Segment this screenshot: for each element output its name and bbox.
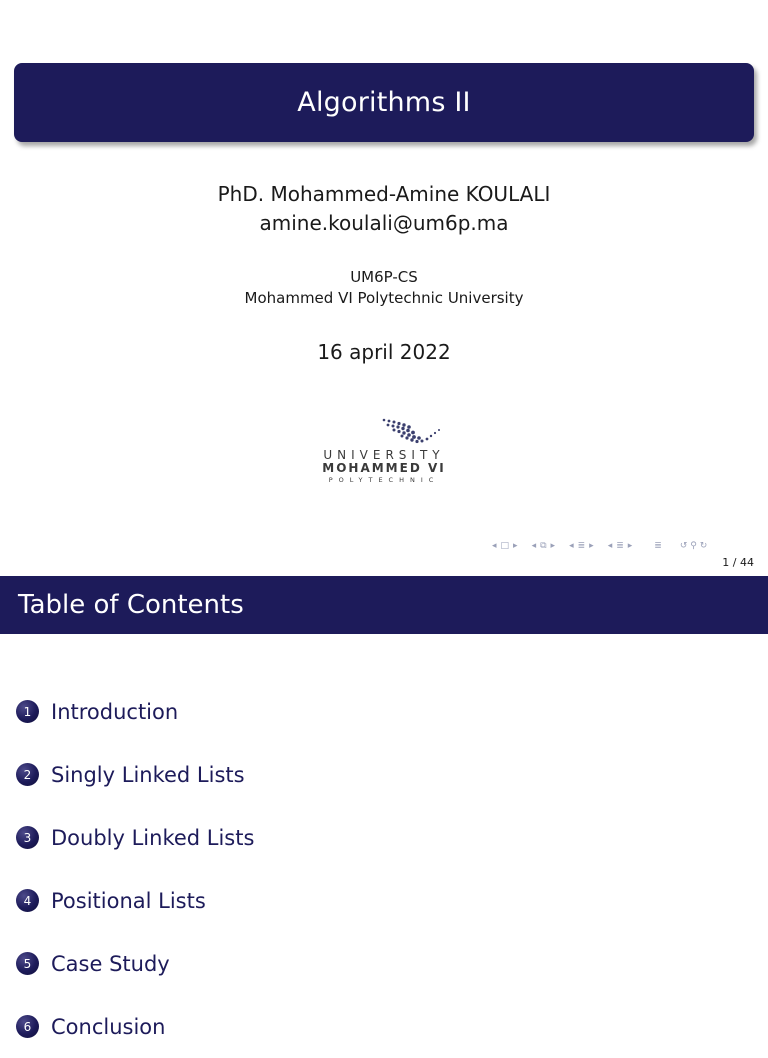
toc-item-label[interactable]: Doubly Linked Lists bbox=[51, 825, 255, 850]
logo-line-university: UNIVERSITY bbox=[323, 448, 445, 462]
presentation-title: Algorithms II bbox=[297, 87, 471, 118]
toc-item-label[interactable]: Introduction bbox=[51, 699, 179, 724]
toc-item[interactable] bbox=[16, 932, 254, 995]
toc-number-bullet: 1 bbox=[16, 700, 39, 723]
toc-item-label[interactable]: Case Study bbox=[51, 951, 170, 976]
university-logo bbox=[318, 416, 450, 486]
frame-title-bar bbox=[0, 576, 768, 634]
nav-next-icon[interactable]: ▸ bbox=[513, 541, 518, 551]
page-number: 1 / 44 bbox=[722, 556, 754, 569]
toc-number-bullet: 6 bbox=[16, 1015, 39, 1038]
nav-section-icon[interactable]: ≣ bbox=[577, 541, 586, 551]
institute-short: UM6P-CS bbox=[350, 268, 418, 286]
nav-frame-icon[interactable]: □ bbox=[500, 541, 510, 551]
toc-item-label[interactable]: Positional Lists bbox=[51, 888, 206, 913]
nav-prev-icon[interactable]: ◂ bbox=[492, 541, 497, 551]
toc-list bbox=[16, 680, 254, 1058]
toc-item[interactable] bbox=[16, 806, 254, 869]
nav-subsection-icon[interactable]: ⧉ bbox=[540, 541, 547, 551]
toc-item[interactable] bbox=[16, 680, 254, 743]
author-email: amine.koulali@um6p.ma bbox=[259, 211, 509, 235]
toc-number-bullet: 3 bbox=[16, 826, 39, 849]
toc-item[interactable] bbox=[16, 869, 254, 932]
nav-menu-icon[interactable]: ≣ bbox=[654, 541, 662, 551]
toc-slide bbox=[0, 576, 768, 1039]
toc-number-bullet: 4 bbox=[16, 889, 39, 912]
nav-search-icon[interactable]: ↺ ⚲ ↻ bbox=[679, 541, 708, 551]
institute-full: Mohammed VI Polytechnic University bbox=[244, 289, 524, 307]
logo-line-polytechnic: POLYTECHNIC bbox=[328, 476, 440, 484]
nav-prev-icon[interactable]: ◂ bbox=[569, 541, 574, 551]
nav-next-icon[interactable]: ▸ bbox=[550, 541, 556, 551]
beamer-navigation bbox=[492, 539, 762, 553]
nav-prev-icon[interactable]: ◂ bbox=[607, 541, 613, 551]
nav-next-icon[interactable]: ▸ bbox=[627, 541, 633, 551]
logo-line-mohammed: MOHAMMED VI bbox=[322, 461, 446, 475]
toc-item-label[interactable]: Conclusion bbox=[51, 1014, 166, 1039]
nav-next-icon[interactable]: ▸ bbox=[589, 541, 594, 551]
toc-item-label[interactable]: Singly Linked Lists bbox=[51, 762, 245, 787]
nav-prev-icon[interactable]: ◂ bbox=[531, 541, 537, 551]
nav-section-icon[interactable]: ≣ bbox=[616, 541, 624, 551]
title-box bbox=[14, 63, 754, 142]
frame-title: Table of Contents bbox=[18, 590, 244, 620]
toc-item[interactable] bbox=[16, 995, 254, 1058]
toc-number-bullet: 2 bbox=[16, 763, 39, 786]
author-name: PhD. Mohammed-Amine KOULALI bbox=[217, 182, 551, 206]
toc-item[interactable] bbox=[16, 743, 254, 806]
toc-number-bullet: 5 bbox=[16, 952, 39, 975]
logo-mark-icon bbox=[318, 416, 450, 448]
presentation-date: 16 april 2022 bbox=[317, 340, 451, 364]
